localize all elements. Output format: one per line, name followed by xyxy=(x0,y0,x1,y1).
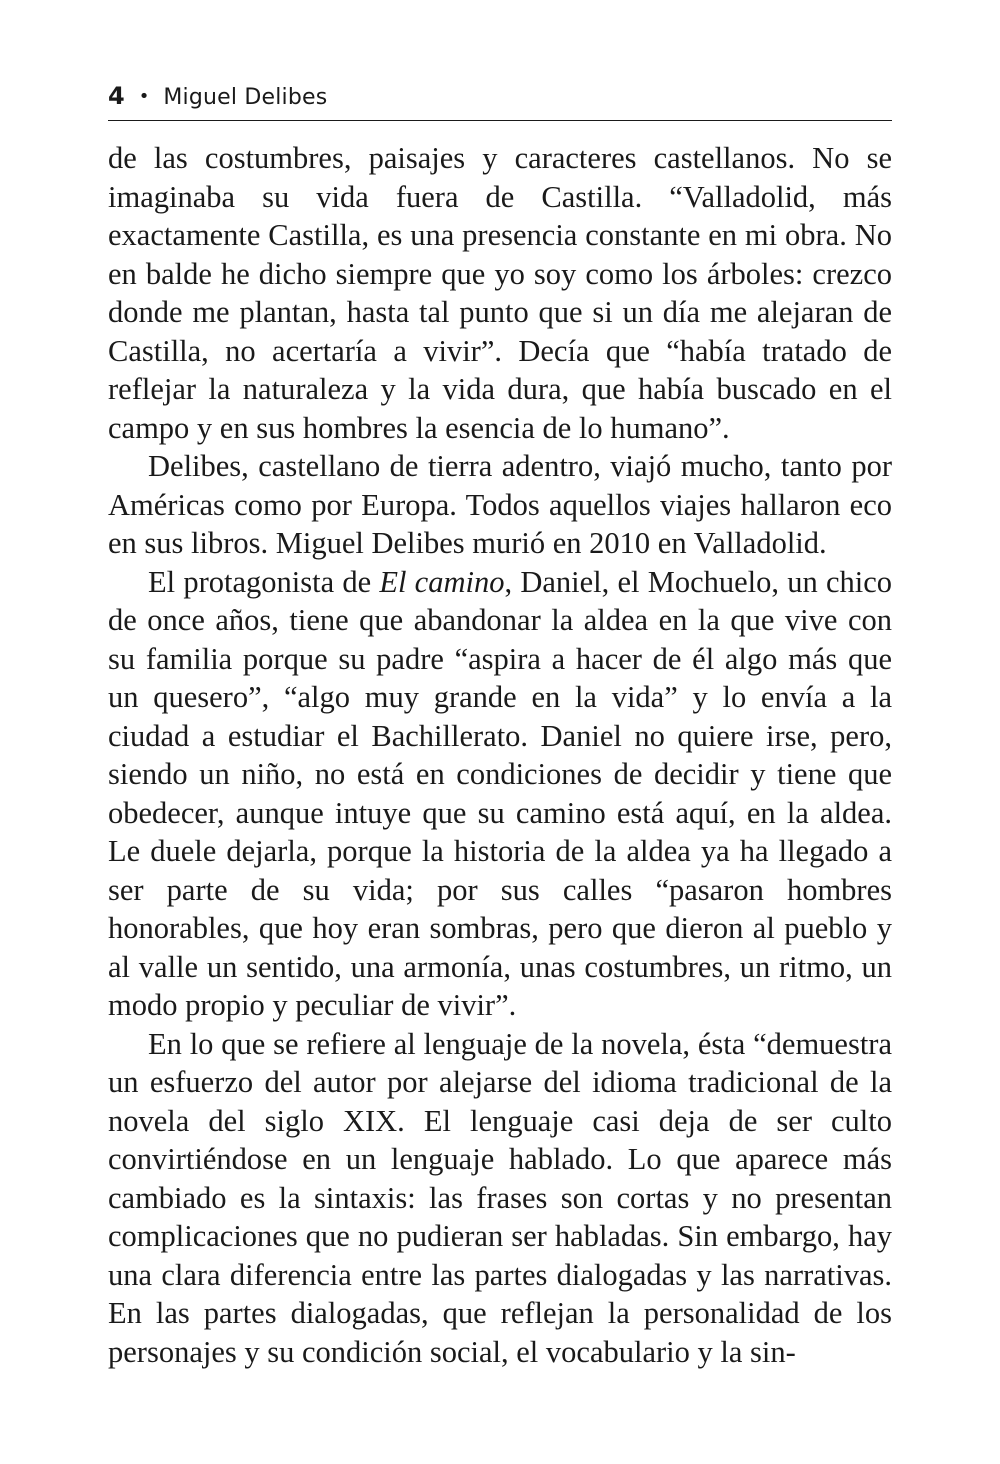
book-page xyxy=(108,82,892,1371)
body-text xyxy=(108,139,892,1371)
paragraph-4: En lo que se refiere al lenguaje de la novela, ésta “demuestra un esfuerzo del autor por alejarse del idioma tradicional de la novela del siglo XIX. El lenguaje casi deja de ser culto convirtiéndose en un lenguaje hablado. Lo que aparece más cambiado es la sintaxis: las frases son cortas y no presentan complicaciones que no pudieran ser habladas. Sin embargo, hay una clara diferencia entre las partes dialogadas y las narrativas. En las partes dialogadas, que reflejan la personalidad de los personajes y su condición social, el vocabulario y la sin- xyxy=(108,1026,892,1369)
running-header xyxy=(108,82,892,121)
bullet-separator: • xyxy=(138,86,150,107)
book-title: El camino xyxy=(379,564,505,599)
running-head-author: Miguel Delibes xyxy=(163,85,328,110)
paragraph-3 xyxy=(108,563,892,1025)
paragraph-2: Delibes, castellano de tierra adentro, viajó mucho, tanto por Américas como por Europa. Todos aquellos viajes hallaron eco en sus libros. Miguel Delibes murió en 2010 en Valladolid. xyxy=(108,449,892,560)
paragraph-3-lead: El protagonista de xyxy=(148,564,380,599)
paragraph-3-rest: , Daniel, el Mochuelo, un chico de once años, tiene que abandonar la aldea en la que vive con su familia porque su padre “aspira a hacer de él algo más que un quesero”, “algo muy grande en la vida” y lo envía a la ciudad a estudiar el Bachillerato. Daniel no quiere irse, pero, siendo un niño, no está en condiciones de decidir y tiene que obedecer, aunque intuye que su camino está aquí, en la aldea. Le duele dejarla, porque la historia de la aldea ya ha llegado a ser parte de su vida; por sus calles “pasaron hombres honorables, que hoy eran sombras, pero que dieron al pueblo y al valle un sentido, una armonía, unas costumbres, un ritmo, un modo propio y peculiar de vivir”. xyxy=(108,564,892,1022)
page-number: 4 xyxy=(108,82,125,110)
paragraph-1: de las costumbres, paisajes y caracteres castellanos. No se imaginaba su vida fuera de Castilla. “Valladolid, más exactamente Castilla, es una presencia constante en mi obra. No en balde he dicho siempre que yo soy como los árboles: crezco donde me plantan, hasta tal punto que si un día me alejaran de Castilla, no acertaría a vivir”. Decía que “había tratado de reflejar la naturaleza y la vida dura, que había buscado en el campo y en sus hombres la esencia de lo humano”. xyxy=(108,141,892,445)
